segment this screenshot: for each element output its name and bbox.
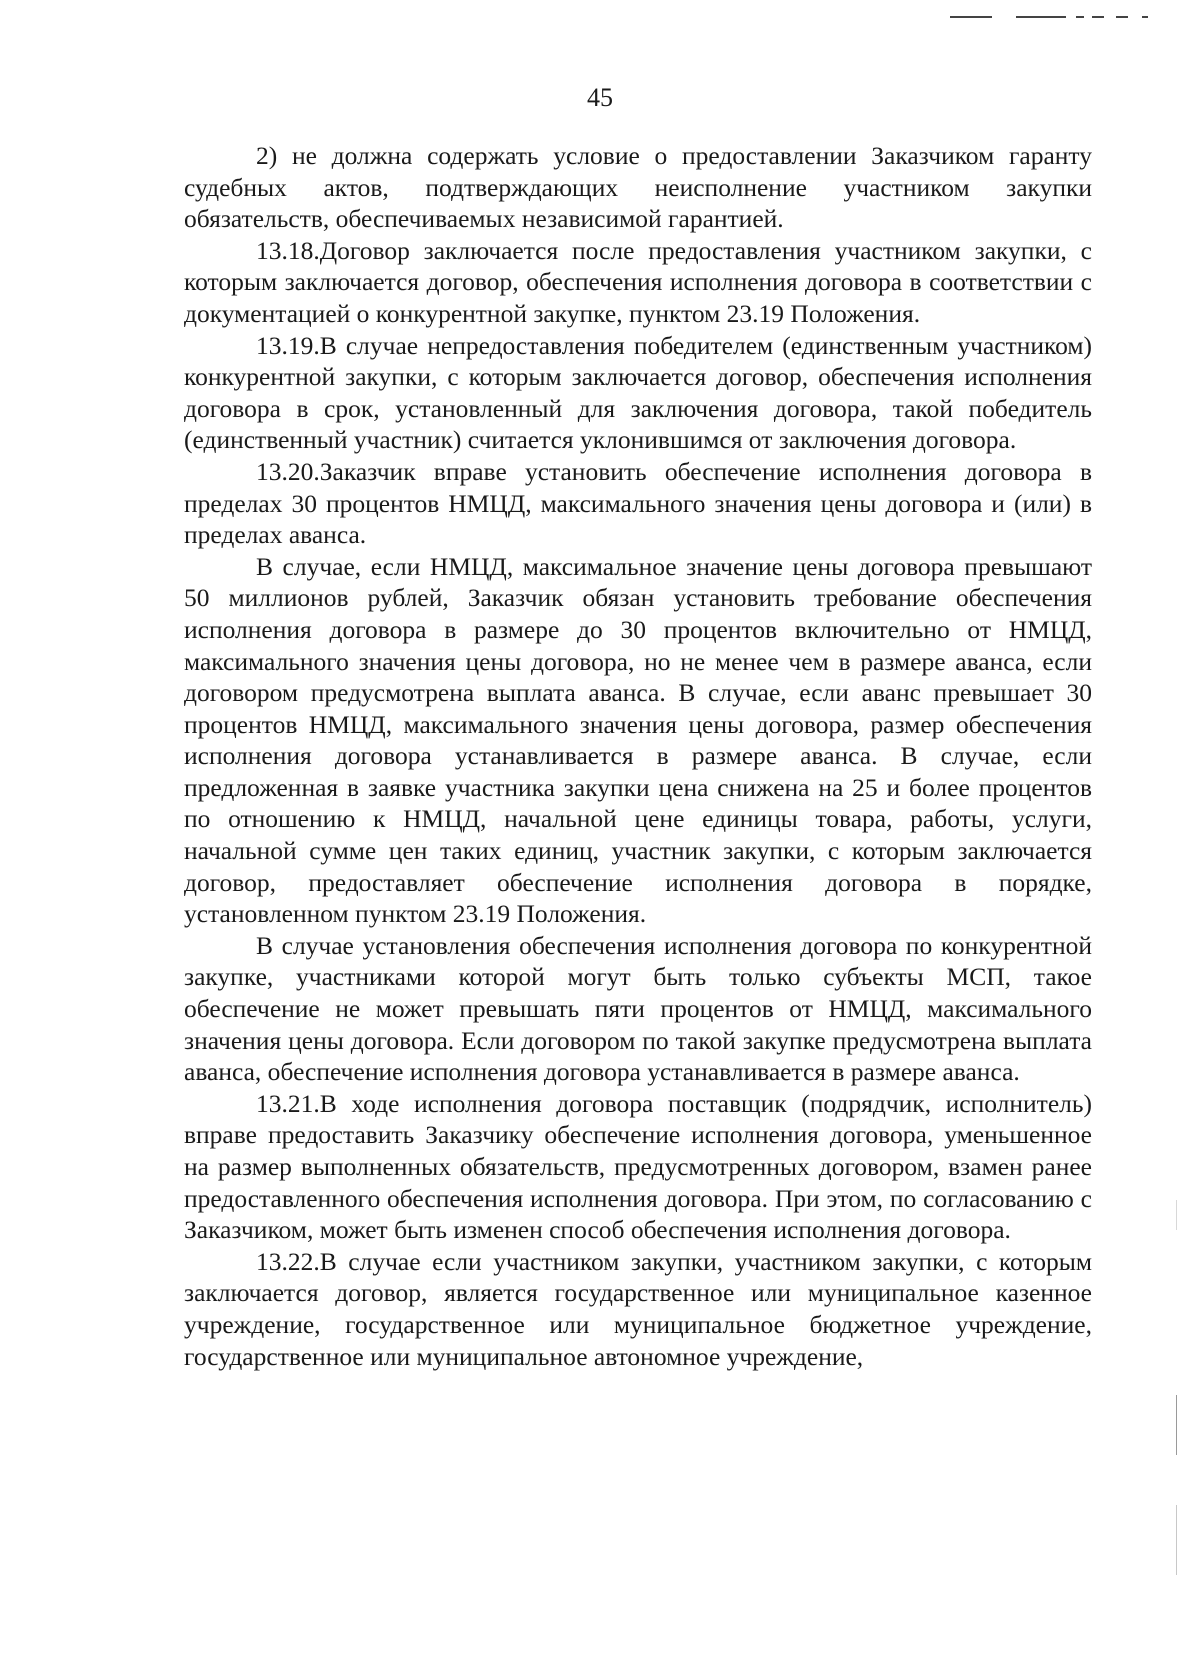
paragraph-13-19: 13.19.В случае непредоставления победителем (единственным участником) конкурентной закупки, с которым заключается договор, обеспечения исполнения договора в срок, установленный для заключения договора, такой победитель (единственный участник) считается уклонившимся от заключения договора. (184, 330, 1092, 455)
paragraph-clause-2: 2) не должна содержать условие о предоставлении Заказчиком гаранту судебных актов, подтверждающих неисполнение участником закупки обязательств, обеспечиваемых независимой гарантией. (184, 141, 1092, 234)
paragraph-13-20-msp: В случае установления обеспечения исполнения договора по конкурентной закупке, участниками которой могут быть только субъекты МСП, такое обеспечение не может превышать пяти процентов от НМЦД, максимального значения цены договора. Если договором по такой закупке предусмотрена выплата аванса, обеспечение исполнения договора устанавливается в размере аванса. (184, 930, 1092, 1087)
scan-artifact-marks (950, 14, 1150, 20)
paragraph-13-18: 13.18.Договор заключается после предоставления участником закупки, с которым заключается договор, обеспечения исполнения договора в соответствии с документацией о конкурентной закупке, пунктом 23.19 Положения. (184, 235, 1092, 328)
paragraph-13-20-over-50m: В случае, если НМЦД, максимальное значение цены договора превышают 50 миллионов рублей, Заказчик обязан установить требование обеспечения исполнения договора в размере до 30 процентов включительно от НМЦД, максимального значения цены договора, но не менее чем в размере аванса, если договором предусмотрена выплата аванса. В случае, если аванс превышает 30 процентов НМЦД, максимального значения цены договора, размер обеспечения исполнения договора устанавливается в размере аванса. В случае, если предложенная в заявке участника закупки цена снижена на 25 и более процентов по отношению к НМЦД, начальной цене единицы товара, работы, услуги, начальной сумме цен таких единиц, участник закупки, с которым заключается договор, предоставляет обеспечение исполнения договора в порядке, установленном пунктом 23.19 Положения. (184, 551, 1092, 929)
document-body (184, 140, 1092, 1372)
scan-edge-line (1176, 1200, 1177, 1230)
scan-edge-line (1176, 1505, 1177, 1575)
page-number: 45 (587, 83, 613, 112)
paragraph-13-21: 13.21.В ходе исполнения договора поставщик (подрядчик, исполнитель) вправе предоставить Заказчику обеспечение исполнения договора, уменьшенное на размер выполненных обязательств, предусмотренных договором, взамен ранее предоставленного обеспечения исполнения договора. При этом, по согласованию с Заказчиком, может быть изменен способ обеспечения исполнения договора. (184, 1088, 1092, 1245)
scan-edge-line (1176, 1395, 1177, 1455)
paragraph-13-20: 13.20.Заказчик вправе установить обеспечение исполнения договора в пределах 30 процентов НМЦД, максимального значения цены договора и (или) в пределах аванса. (184, 456, 1092, 550)
paragraph-13-22: 13.22.В случае если участником закупки, участником закупки, с которым заключается договор, является государственное или муниципальное казенное учреждение, государственное или муниципальное бюджетное учреждение, государственное или муниципальное автономное учреждение, (184, 1246, 1092, 1371)
